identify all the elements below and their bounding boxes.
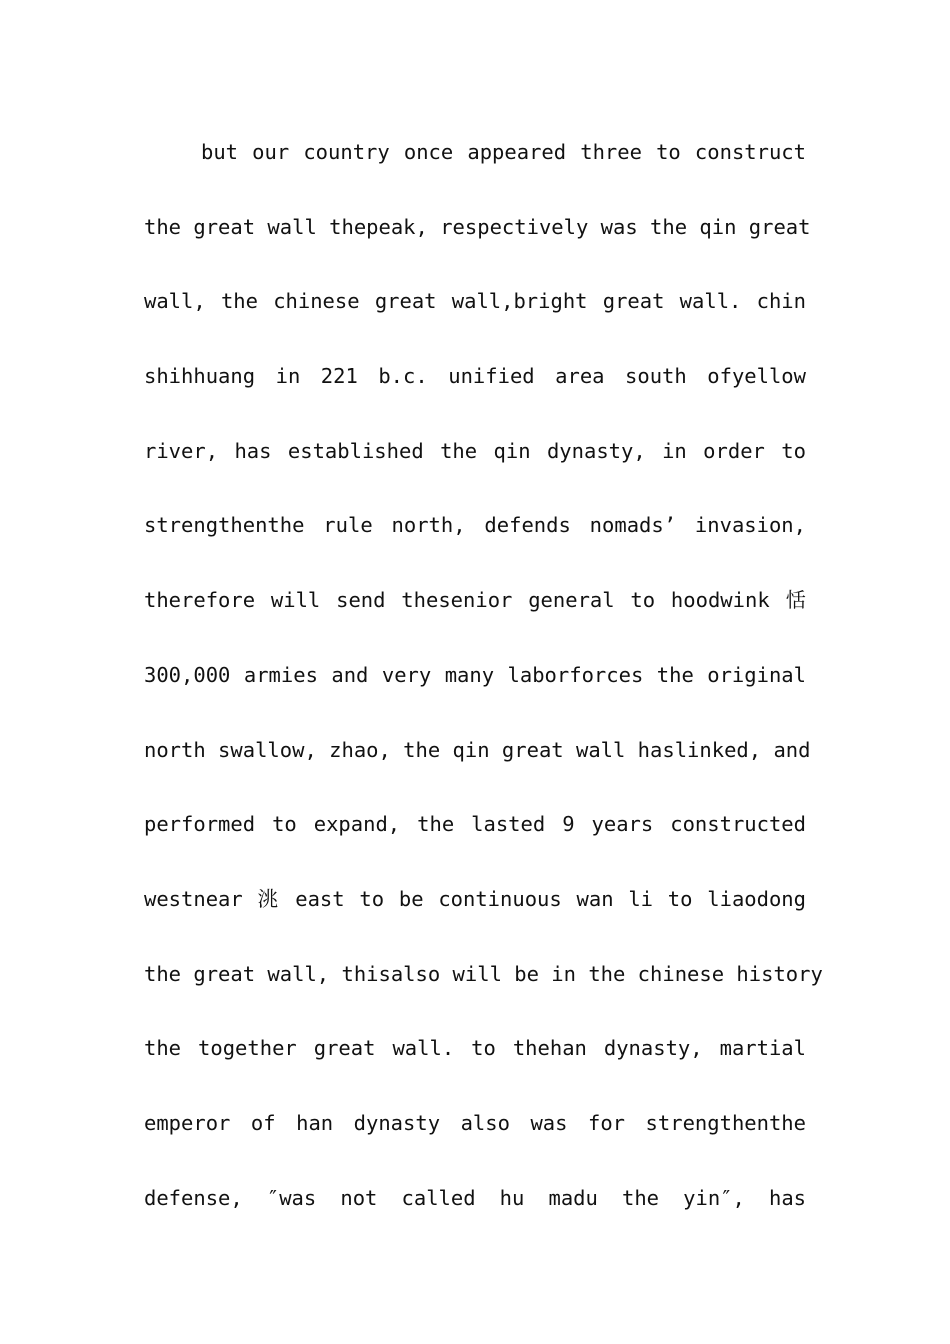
text-line: therefore will send thesenior general to hoodwink 恬 xyxy=(144,588,806,613)
text-line: shihhuang in 221 b.c. unified area south ofyellow xyxy=(144,364,806,389)
text-line: but our country once appeared three to construct xyxy=(201,140,806,164)
text-line: performed to expand, the lasted 9 years constructed xyxy=(144,812,806,837)
text-line: westnear 洮 east to be continuous wan li to liaodong xyxy=(144,886,806,911)
text-line: wall, the chinese great wall,bright great wall. chin xyxy=(144,289,806,314)
text-line: north swallow, zhao, the qin great wall haslinked, and xyxy=(144,737,811,762)
text-line: the great wall, thisalso will be in the chinese history xyxy=(144,961,823,986)
text-line: the great wall thepeak, respectively was the qin great xyxy=(144,214,811,239)
body-text xyxy=(144,133,823,1253)
text-line: emperor of han dynasty also was for strengthenthe xyxy=(144,1110,806,1135)
text-line: the together great wall. to thehan dynasty, martial xyxy=(144,1036,806,1061)
text-line: 300,000 armies and very many laborforces the original xyxy=(144,662,806,687)
text-line: river, has established the qin dynasty, in order to xyxy=(144,438,806,463)
text-line: defense, ″was not called hu madu the yin″, has xyxy=(144,1185,806,1210)
text-line: strengthenthe rule north, defends nomads’ invasion, xyxy=(144,513,806,538)
